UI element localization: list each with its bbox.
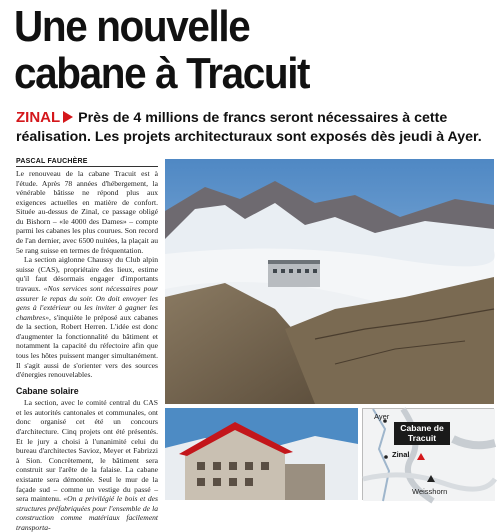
headline-line-2: cabane à Tracuit bbox=[14, 49, 310, 98]
map-town-ayer: Ayer bbox=[374, 412, 390, 421]
paragraph-3-start: La section, avec le comité central du CAS et les autorités cantonales et communales, ont donc organisé cet été un concours d'architecture. Cinq projets ont été présentés. Et le jury a choisi à l'unanimité celui du bureau d'architectes Savioz, Meyer et Fabrizzi à Sion. Concrètement, le bâtiment sera construit sur l'arête de la falaise. La cabane existante sera démontée. Seul le mur de la façade sud – comme un vestige du passé – sera maintenu. bbox=[16, 398, 158, 504]
map-town-zinal: Zinal bbox=[392, 450, 410, 459]
main-photo bbox=[165, 159, 494, 404]
triangle-icon bbox=[63, 111, 73, 123]
map-callout-cabane: Cabane de Tracuit bbox=[394, 422, 450, 445]
paragraph-2-start: La section aiglonne Chaussy du Club alpin suisse (CAS), propriétaire des lieux, estime qu'il faut désormais engager d'importants travaux. bbox=[16, 255, 158, 293]
quote-2: «On a privilégié le bois et des structures préfabriquées pour l'ensemble de la construction comme matériaux facilement transporta- bbox=[16, 494, 158, 532]
paragraph-3 bbox=[16, 398, 158, 532]
headline bbox=[14, 3, 456, 97]
mountain-hut-photo bbox=[165, 159, 494, 404]
paragraph-2 bbox=[16, 255, 158, 380]
subhead-text: Près de 4 millions de francs seront nécessaires à cette réalisation. Les projets architecturaux sont exposés dès jeudi à Ayer. bbox=[16, 110, 482, 145]
headline-line-1: Une nouvelle bbox=[14, 2, 250, 51]
article-body bbox=[16, 169, 158, 532]
secondary-photo bbox=[165, 408, 358, 500]
subhead bbox=[16, 108, 494, 147]
quote-1: «Nos services sont nécessaires pour assurer le repas du soir. On doit envoyer les gens à l'extérieur ou les inviter à gagner les chambres» bbox=[16, 283, 158, 322]
section-heading: Cabane solaire bbox=[16, 385, 79, 396]
byline: PASCAL FAUCHÈRE bbox=[16, 158, 158, 167]
kicker-location: ZINAL bbox=[16, 109, 61, 126]
paragraph-2-end: , s'inquiète le préposé aux cabanes de la section, Robert Herren. L'idée est donc d'augmenter la fonctionnalité du bâtiment et notamment la capacité du réfectoire afin que tous les hôtes puissent manger simultanément. Il s'agit aussi de s'orienter vers des sources d'énergies renouvelables. bbox=[16, 312, 158, 380]
paragraph-1: Le renouveau de la cabane Tracuit est à l'étude. Après 78 années d'hébergement, la vénérable bâtisse ne répond plus aux exigences actuelles en matière de confort. Située au-dessus de Zinal, ce passage obligé du Bishorn – «le 4000 des Dames» – compte parmi les cabanes les plus courues. Son record de l'an dernier, avec 6500 nuitées, la plaçait au 5e rang suisse en termes de fréquentation. bbox=[16, 169, 158, 255]
existing-hut-photo bbox=[165, 408, 358, 500]
map-peak-weisshorn: Weisshorn bbox=[412, 487, 448, 496]
